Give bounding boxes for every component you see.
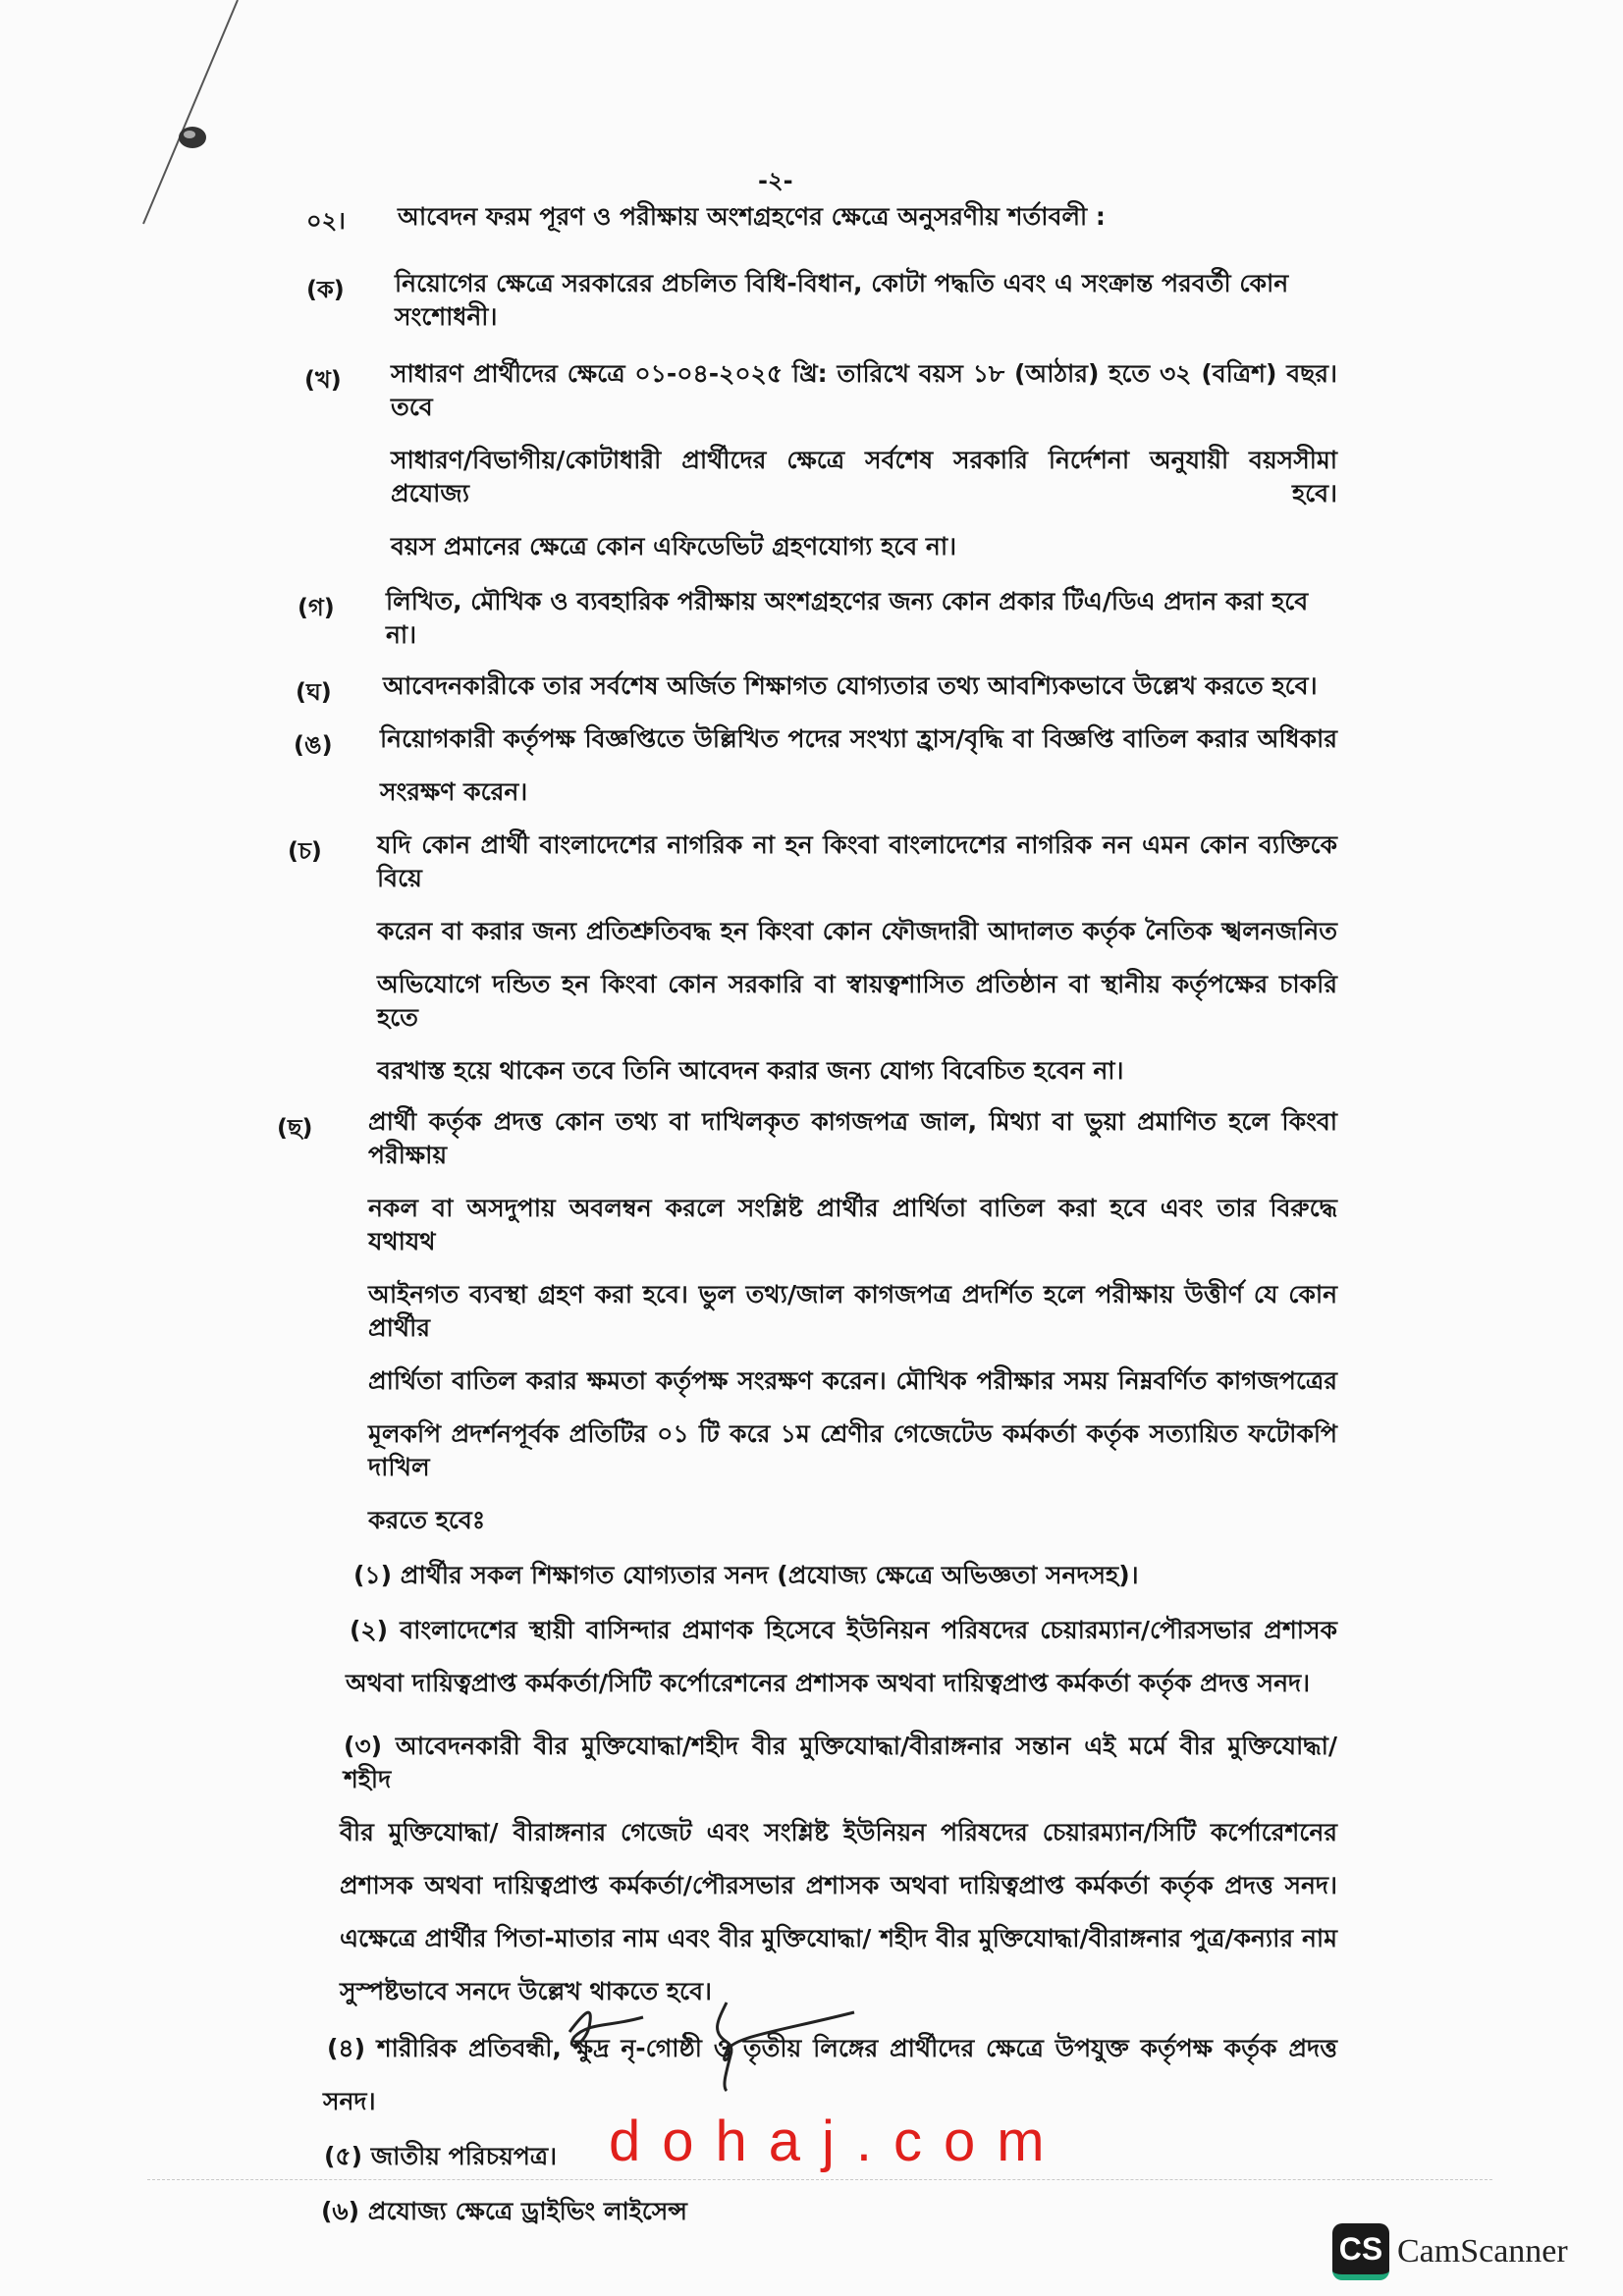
clause-text: [391, 357, 1337, 563]
required-document-line: সুস্পষ্টভাবে সনদে উল্লেখ থাকতে হবে।: [340, 1977, 712, 2005]
clause-text-line: বয়স প্রমানের ক্ষেত্রে কোন এফিডেভিট গ্রহণযোগ্য হবে না।: [391, 532, 957, 561]
required-document: [0, 1730, 1623, 2008]
clause-text: [380, 722, 1337, 809]
section-number: ০২।: [306, 207, 346, 235]
clause-text-line: নকল বা অসদুপায় অবলম্বন করলে সংশ্লিষ্ট প্রার্থীর প্রার্থিতা বাতিল করা হবে এবং তার বিরুদ্ধে যথাযথ: [368, 1194, 1337, 1255]
clause-label: (খ): [304, 366, 342, 394]
clause-text-line: নিয়োগের ক্ষেত্রে সরকারের প্রচলিত বিধি-বিধান, কোটা পদ্ধতি এবং এ সংক্রান্ত পরবর্তী কোন সংশোধনী।: [395, 269, 1289, 331]
clause-text-line: সংরক্ষণ করেন।: [380, 777, 528, 806]
section-heading: [0, 200, 1623, 238]
required-document-line: অথবা দায়িত্বপ্রাপ্ত কর্মকর্তা/সিটি কর্পোরেশনের প্রশাসক অথবা দায়িত্বপ্রাপ্ত কর্মকর্তা কর্তৃক প্রদত্ত সনদ।: [346, 1669, 1311, 1697]
clause-text: [386, 585, 1337, 652]
required-document-line: সনদ।: [323, 2087, 376, 2115]
clause-text-line: বরখাস্ত হয়ে থাকেন তবে তিনি আবেদন করার জন্য যোগ্য বিবেচিত হবেন না।: [377, 1056, 1124, 1085]
clause-text: [368, 1105, 1337, 1537]
required-document-line: (৫) জাতীয় পরিচয়পত্র।: [324, 2142, 558, 2170]
clause-text-line: লিখিত, মৌখিক ও ব্যবহারিক পরীক্ষায় অংশগ্রহণের জন্য কোন প্রকার টিএ/ডিএ প্রদান করা হবে না।: [386, 587, 1309, 649]
clause-text-line: করেন বা করার জন্য প্রতিশ্রুতিবদ্ধ হন কিংবা কোন ফৌজদারী আদালত কর্তৃক নৈতিক স্খলনজনিত: [377, 917, 1337, 945]
clause-label: (ঙ): [294, 731, 333, 759]
watermark-text: dohaj.com: [609, 2109, 1066, 2173]
clause-text: [340, 1730, 1337, 2008]
required-document-line: (১) প্রার্থীর সকল শিক্ষাগত যোগ্যতার সনদ (প্রযোজ্য ক্ষেত্রে অভিজ্ঞতা সনদসহ)।: [353, 1561, 1139, 1589]
clause-label: (চ): [288, 837, 322, 865]
clause-text-line: প্রার্থিতা বাতিল করার ক্ষমতা কর্তৃপক্ষ সংরক্ষণ করেন। মৌখিক পরীক্ষার সময় নিম্নবর্ণিত কাগজপত্রের: [368, 1366, 1337, 1395]
clause-text: [383, 669, 1337, 703]
page-number: -২-: [758, 167, 793, 194]
clause-text: [395, 267, 1337, 334]
clause-text: [377, 828, 1337, 1088]
clause-text-line: আবেদনকারীকে তার সর্বশেষ অর্জিত শিক্ষাগত যোগ্যতার তথ্য আবশ্যিকভাবে উল্লেখ করতে হবে।: [383, 671, 1318, 700]
clause: [0, 828, 1623, 1088]
clause: [0, 1105, 1623, 1537]
clause: [0, 722, 1623, 809]
required-document-line: (২) বাংলাদেশের স্থায়ী বাসিন্দার প্রমাণক হিসেবে ইউনিয়ন পরিষদের চেয়ারম্যান/পৌরসভার প্রশাসক: [350, 1616, 1337, 1644]
clause-text-line: সাধারণ প্রার্থীদের ক্ষেত্রে ০১-০৪-২০২৫ খ্রি: তারিখে বয়স ১৮ (আঠার) হতে ৩২ (বত্রিশ) বছর। তবে: [391, 359, 1337, 421]
required-document-line: প্রশাসক অথবা দায়িত্বপ্রাপ্ত কর্মকর্তা/পৌরসভার প্রশাসক অথবা দায়িত্বপ্রাপ্ত কর্মকর্তা কর্তৃক প্রদত্ত সনদ।: [340, 1871, 1337, 1899]
clause-text: [346, 1614, 1337, 1700]
clause-text-line: প্রার্থী কর্তৃক প্রদত্ত কোন তথ্য বা দাখিলকৃত কাগজপত্র জাল, মিথ্যা বা ভুয়া প্রমাণিত হলে কিংবা পরীক্ষায়: [368, 1107, 1337, 1169]
required-document-line: (৬) প্রযোজ্য ক্ষেত্রে ড্রাইভিং লাইসেন্স: [321, 2197, 687, 2225]
clause-text-line: করতে হবেঃ: [368, 1506, 486, 1534]
clause-label: (ঘ): [296, 678, 332, 706]
clause: [0, 357, 1623, 563]
required-document-line: বীর মুক্তিযোদ্ধা/ বীরাঙ্গনার গেজেট এবং সংশ্লিষ্ট ইউনিয়ন পরিষদের চেয়ারম্যান/সিটি কর্পোরেশনের: [340, 1818, 1337, 1846]
clause: [0, 669, 1623, 709]
camscanner-badge: [1332, 2223, 1568, 2280]
camscanner-name: CamScanner: [1397, 2233, 1568, 2269]
clause-text-line: মূলকপি প্রদর্শনপূর্বক প্রতিটির ০১ টি করে ১ম শ্রেণীর গেজেটেড কর্মকর্তা কর্তৃক সত্যায়িত ফটোকপি দাখিল: [368, 1419, 1337, 1481]
clause: [0, 585, 1623, 652]
page-bottom-divider: [147, 2179, 1492, 2180]
required-document-line: এক্ষেত্রে প্রার্থীর পিতা-মাতার নাম এবং বীর মুক্তিযোদ্ধা/ শহীদ বীর মুক্তিযোদ্ধা/বীরাঙ্গনার পুত্র/কন্যার নাম: [340, 1924, 1337, 1952]
signatures: [550, 1983, 884, 2101]
required-document: [0, 1559, 1623, 1592]
required-document-line: (৪) শারীরিক প্রতিবন্ধী, ক্ষুদ্র নৃ-গোষ্ঠী ও তৃতীয় লিঙ্গের প্রার্থীদের ক্ষেত্রে উপযুক্ত কর্তৃপক্ষ কর্তৃক প্রদত্ত: [327, 2034, 1337, 2062]
required-document-line: (৩) আবেদনকারী বীর মুক্তিযোদ্ধা/শহীদ বীর মুক্তিযোদ্ধা/বীরাঙ্গনার সন্তান এই মর্মে বীর মুক্তিযোদ্ধা/ শহীদ: [344, 1732, 1337, 1793]
section-title: আবেদন ফরম পূরণ ও পরীক্ষায় অংশগ্রহণের ক্ষেত্রে অনুসরণীয় শর্তাবলী :: [398, 202, 1106, 231]
clause-text-line: নিয়োগকারী কর্তৃপক্ষ বিজ্ঞপ্তিতে উল্লিখিত পদের সংখ্যা হ্রাস/বৃদ্ধি বা বিজ্ঞপ্তি বাতিল করার অধিকার: [380, 724, 1337, 753]
clause-label: (গ): [298, 594, 335, 621]
clause-label: (ছ): [277, 1114, 313, 1142]
clause-label: (ক): [306, 276, 345, 303]
required-document: [0, 1614, 1623, 1700]
clause-text: [353, 1559, 1337, 1592]
clause-text-line: অভিযোগে দন্ডিত হন কিংবা কোন সরকারি বা স্বায়ত্বশাসিত প্রতিষ্ঠান বা স্থানীয় কর্তৃপক্ষের চাকরি হতে: [377, 970, 1337, 1032]
clause-text: [321, 2195, 1337, 2228]
clause-text-line: আইনগত ব্যবস্থা গ্রহণ করা হবে। ভুল তথ্য/জাল কাগজপত্র প্রদর্শিত হলে পরীক্ষায় উত্তীর্ণ যে কোন প্রার্থীর: [368, 1280, 1337, 1342]
clause: [0, 267, 1623, 334]
clause-text-line: যদি কোন প্রার্থী বাংলাদেশের নাগরিক না হন কিংবা বাংলাদেশের নাগরিক নন এমন কোন ব্যক্তিকে বিয়ে: [377, 830, 1337, 892]
camscanner-logo-icon: CS: [1332, 2223, 1389, 2280]
clause-text-line: সাধারণ/বিভাগীয়/কোটাধারী প্রার্থীদের ক্ষেত্রে সর্বশেষ সরকারি নির্দেশনা অনুযায়ী বয়সসীমা প্রযোজ্য হবে।: [391, 446, 1337, 507]
document-body: [0, 200, 1623, 2228]
